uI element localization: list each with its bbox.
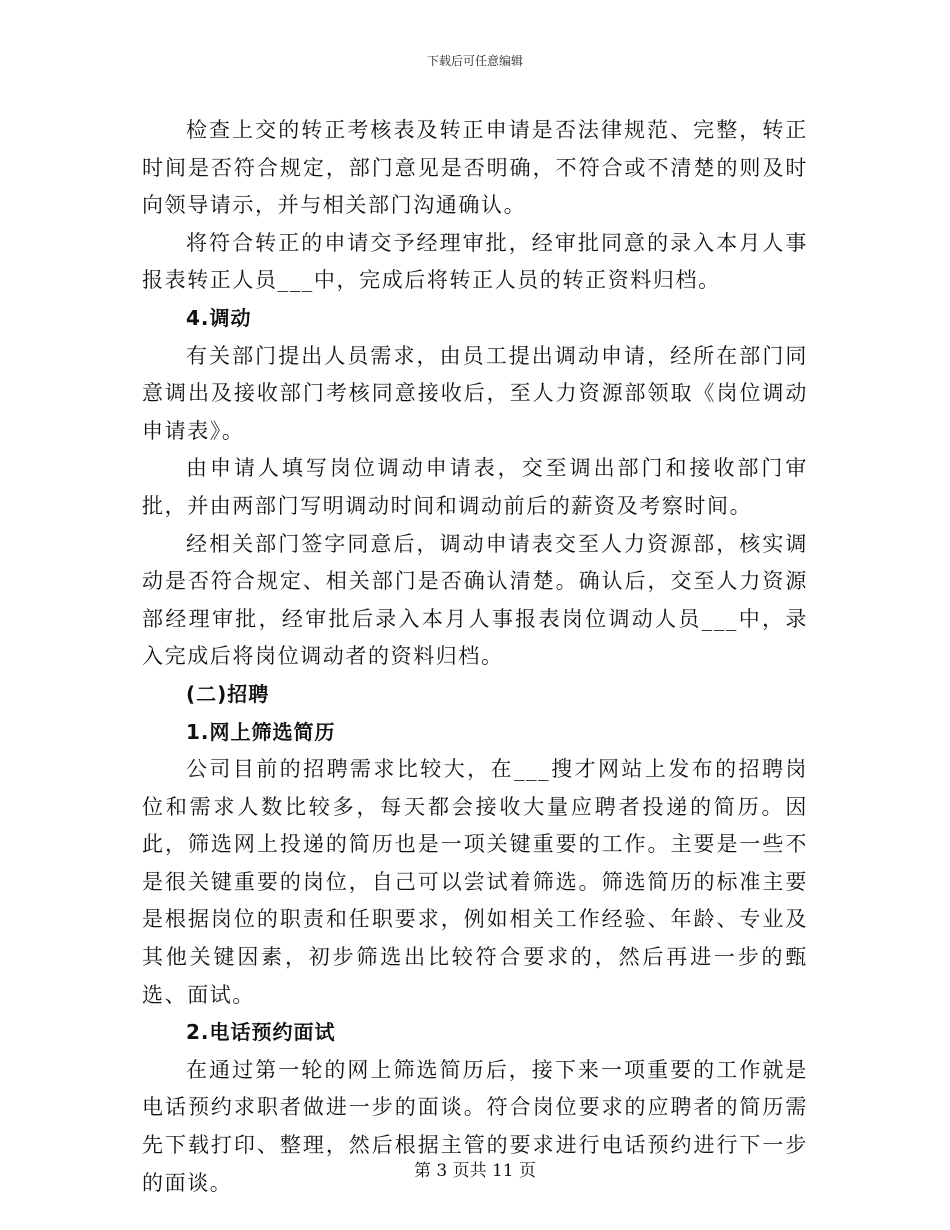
- section-heading: 4.调动: [186, 305, 252, 330]
- section-heading: (二)招聘: [186, 681, 270, 706]
- page-header-note: 下载后可任意编辑: [426, 54, 523, 68]
- paragraph: 经相关部门签字同意后，调动申请表交至人力资源部，核实调动是否符合规定、相关部门是否确认清楚。确认后，交至人力资源部经理审批，经审批后录入本月人事报表岗位调动人员___中，录入完成后将岗位调动者的资料归档。: [142, 531, 808, 669]
- document-body: [142, 112, 808, 1202]
- page-number-footer: 第 3 页共 11 页: [413, 1161, 537, 1181]
- paragraph: 将符合转正的申请交予经理审批，经审批同意的录入本月人事报表转正人员___中，完成后将转正人员的转正资料归档。: [142, 230, 808, 293]
- section-heading: 2.电话预约面试: [186, 1020, 336, 1045]
- paragraph: 公司目前的招聘需求比较大，在___搜才网站上发布的招聘岗位和需求人数比较多，每天都会接收大量应聘者投递的简历。因此，筛选网上投递的简历也是一项关键重要的工作。主要是一些不是很关键重要的岗位，自己可以尝试着筛选。筛选简历的标准主要是根据岗位的职责和任职要求，例如相关工作经验、年龄、专业及其他关键因素，初步筛选出比较符合要求的，然后再进一步的甄选、面试。: [142, 757, 808, 1007]
- paragraph: 在通过第一轮的网上筛选简历后，接下来一项重要的工作就是电话预约求职者做进一步的面谈。符合岗位要求的应聘者的简历需先下载打印、整理，然后根据主管的要求进行电话预约进行下一步的面谈。: [142, 1057, 808, 1195]
- paragraph: 由申请人填写岗位调动申请表，交至调出部门和接收部门审批，并由两部门写明调动时间和调动前后的薪资及考察时间。: [142, 456, 808, 518]
- section-heading: 1.网上筛选简历: [186, 719, 336, 744]
- paragraph: 有关部门提出人员需求，由员工提出调动申请，经所在部门同意调出及接收部门考核同意接收后，至人力资源部领取《岗位调动申请表》。: [142, 343, 808, 443]
- paragraph: 检查上交的转正考核表及转正申请是否法律规范、完整，转正时间是否符合规定，部门意见是否明确，不符合或不清楚的则及时向领导请示，并与相关部门沟通确认。: [142, 118, 808, 218]
